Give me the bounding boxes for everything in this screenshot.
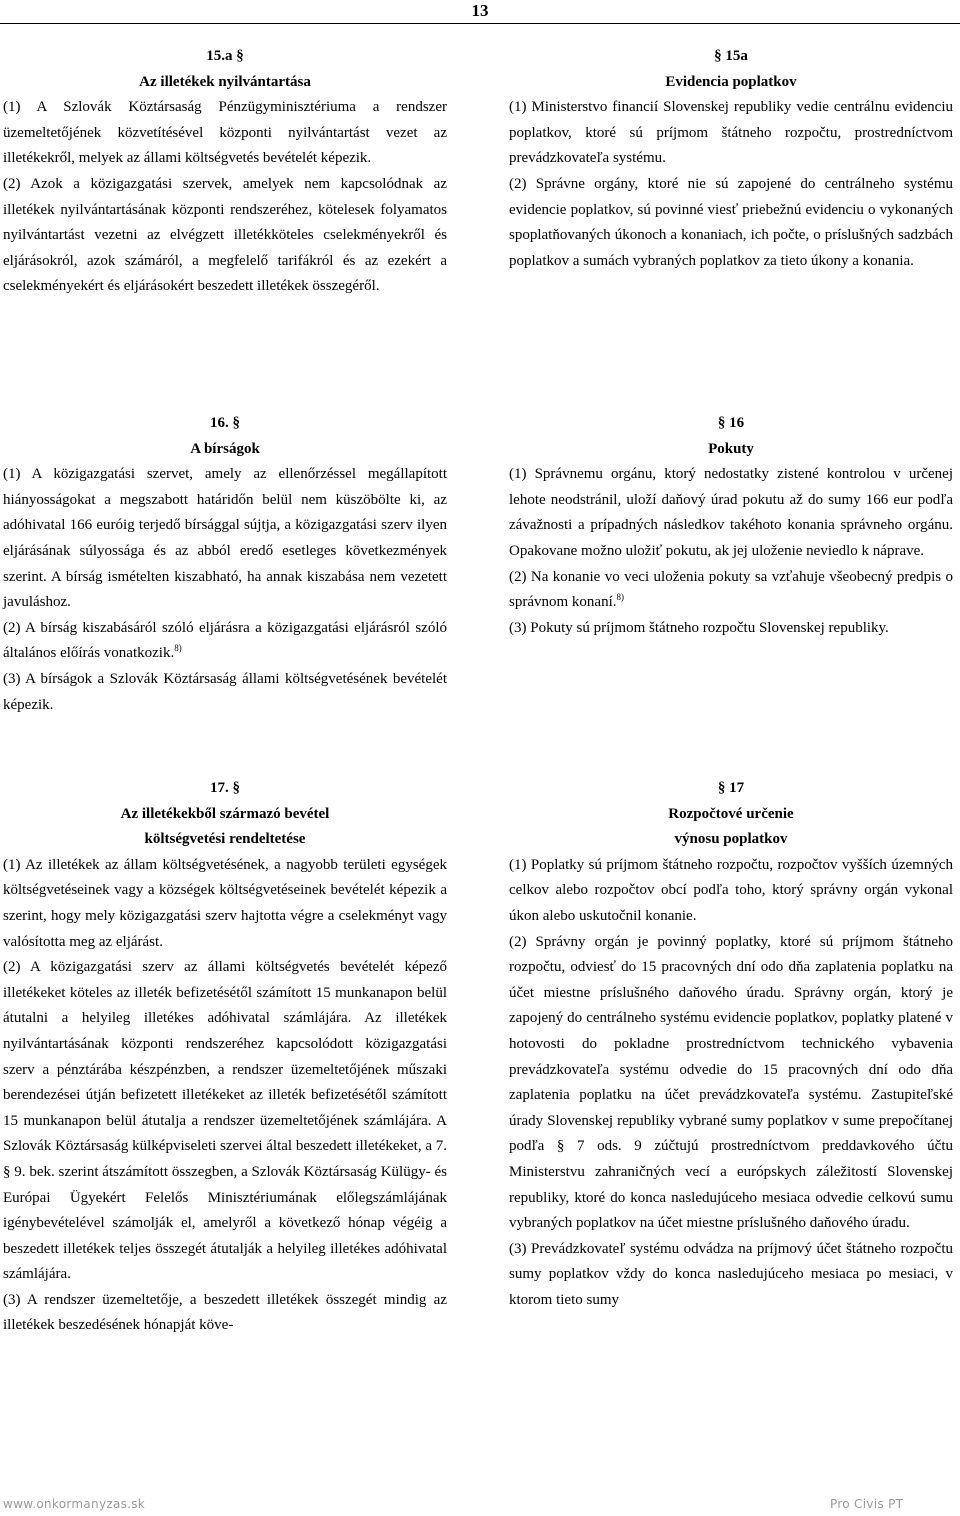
paragraph: (3) Prevádzkovateľ systému odvádza na príjmový účet štátneho rozpočtu sumy poplatkov vždy do konca nasledujúceho mesiaca po mesiaci, v ktorom tieto sumy <box>509 1240 953 1308</box>
section-title: Az illetékek nyilvántartása <box>139 73 311 90</box>
section-title: Pokuty <box>708 440 754 457</box>
paragraph: (1) Az illetékek az állam költségvetésének, a nagyobb területi egységek költségvetéseinek vagy a községek költségvetéseinek bevételét képezik a szerint, hogy mely közigazgatási szerv hajtotta végre a cselekményt vagy valósította meg az eljárást. <box>3 856 447 950</box>
page-number: 13 <box>471 1 489 20</box>
section-heading: § 16 <box>717 415 745 431</box>
paragraph: (1) Správnemu orgánu, ktorý nedostatky zistené kontrolou v určenej lehote neodstránil, uloží daňový úrad pokutu až do sumy 166 eur podľa závažnosti a prípadných následkov takéhoto konania správneho orgánu. Opakovane možno uložiť pokutu, ak jej uloženie neviedlo k náprave. <box>509 466 953 559</box>
section-heading: § 15a <box>714 48 748 64</box>
paragraph <box>3 616 447 667</box>
section-title: Rozpočtové určenie <box>668 805 794 822</box>
section-heading: 15.a § <box>206 48 244 64</box>
paragraph: (1) A Szlovák Köztársaság Pénzügyminisztériuma a rendszer üzemeltetőjének közvetítésével központi nyilvántartást vezet az illetékekről, melyek az állami költségvetés bevételét képezik. <box>3 99 447 167</box>
paragraph: (2) Správne orgány, ktoré nie sú zapojené do centrálneho systému evidencie poplatkov, sú povinné viesť priebežnú evidenciu o vykonaných spoplatňovaných úkonoch a konaniach, ich počte, o príslušných sadzbách poplatkov a sumách vybraných poplatkov za tieto úkony a konania. <box>509 175 953 269</box>
section-heading: 17. § <box>210 780 240 796</box>
paragraph: (2) Správny orgán je povinný poplatky, ktoré sú príjmom štátneho rozpočtu, odviesť do 15 pracovných dní odo dňa zaplatenia poplatku na účet miestne príslušného daňového úradu. Správny orgán, ktorý je zapojený do centrálneho systému evidencie poplatkov, poplatky platené v hotovosti do pokladne prostredníctvom technického vybavenia prevádzkovateľa systému odvedie do 15 pracovných dní odo dňa zaplatenia poplatku na účet prevádzkovateľa systému. Zastupiteľské úrady Slovenskej republiky vybrané sumy poplatkov v sume prepočítanej podľa § 7 ods. 9 zúčtujú prostredníctvom preddavkového účtu Ministerstvu zahraničných vecí a európskych záležitostí Slovenskej republiky, ktoré do konca nasledujúceho mesiaca odvedie celkovú sumu vybraných poplatkov na účet miestne príslušného daňového úradu. <box>509 933 953 1232</box>
section-15a-hungarian <box>3 44 447 300</box>
section-16-slovak <box>509 411 953 641</box>
section-17-hungarian <box>3 776 447 1339</box>
section-title: Az illetékekből származó bevétel <box>120 805 330 822</box>
section-title: költségvetési rendeltetése <box>144 831 306 848</box>
section-title: A bírságok <box>190 440 260 457</box>
header-rule <box>0 23 960 24</box>
paragraph: (2) A közigazgatási szerv az állami költségvetés bevételét képező illetékeket köteles az illeték befizetésétől számított 15 munkanapon belül átutalni a helyileg illetékes adóhivatal számlájára. Az illetékek nyilvántartásának központi rendszeréhez kapcsolódott közigazgatási szerv a pénztárába készpénzben, a rendszer üzemeltetőjének műszaki berendezései útján befizetett illetékeket az illeték befizetésétől számított 15 munkanapon belül átutalja a rendszer üzemeltetőjének számlájára. A Szlovák Köztársaság külképviseleti szervei által beszedett illetékeket, a 7. § 9. bek. szerint átszámított összegben, a Szlovák Köztársaság Külügy- és Európai Ügyekért Felelős Minisztériumának előlegszámlájának igénybevételével számolják el, amelyről a következő hónap végéig a beszedett illetékek teljes összegét átutalják a helyileg illetékes adóhivatal számlájára. <box>3 959 447 1283</box>
paragraph: (3) Pokuty sú príjmom štátneho rozpočtu Slovenskej republiky. <box>509 619 889 636</box>
section-15a-slovak <box>509 44 953 274</box>
paragraph: (1) A közigazgatási szervet, amely az ellenőrzéssel megállapított hiányosságokat a megszabott határidőn belül nem küszöbölte ki, az adóhivatal 166 euróig terjedő bírsággal sújtja, a közigazgatási szerv ilyen eljárásának súlyossága és az abból eredő esetleges következmények szerint. A bírság ismételten kiszabható, ha annak kiszabása nem vezetett javuláshoz. <box>3 466 447 611</box>
section-heading: § 17 <box>717 780 745 796</box>
footnote-ref: 8) <box>174 643 182 654</box>
paragraph: (2) Azok a közigazgatási szervek, amelyek nem kapcsolódnak az illetékek nyilvántartásának központi rendszeréhez, kötelesek folyamatos nyilvántartást vezetni az elvégzett illetékköteles cselekményekről és eljárásokról, azok számáról, a megfelelő tarifákról és az ezekért a cselekményekért és eljárásokért beszedett illetékek összegéről. <box>3 175 447 295</box>
paragraph: (1) Poplatky sú príjmom štátneho rozpočtu, rozpočtov vyšších územných celkov alebo rozpočtov obcí podľa toho, ktorý správny orgán vykonal úkon alebo uskutočnil konanie. <box>509 856 953 924</box>
paragraph-text: (2) A bírság kiszabásáról szóló eljárásra a közigazgatási eljárásról szóló általános előírás vonatkozik. <box>3 619 447 662</box>
section-title: výnosu poplatkov <box>674 831 788 848</box>
section-16-hungarian <box>3 411 447 718</box>
paragraph: (3) A bírságok a Szlovák Köztársaság állami költségvetésének bevételét képezik. <box>3 670 447 713</box>
section-heading: 16. § <box>210 415 240 431</box>
paragraph: (1) Ministerstvo financií Slovenskej republiky vedie centrálnu evidenciu poplatkov, ktoré sú príjmom štátneho rozpočtu, prostredníctvom prevádzkovateľa systému. <box>509 99 953 167</box>
paragraph-text: (2) Na konanie vo veci uloženia pokuty sa vzťahuje všeobecný predpis o správnom konaní. <box>509 568 953 611</box>
footnote-ref: 8) <box>616 592 624 603</box>
section-title: Evidencia poplatkov <box>665 73 797 90</box>
paragraph: (3) A rendszer üzemeltetője, a beszedett illetékek összegét mindig az illetékek beszedésének hónapját köve- <box>3 1291 447 1334</box>
footer-publisher: Pro Civis PT <box>830 1497 904 1511</box>
section-17-slovak <box>509 776 953 1313</box>
paragraph <box>509 565 953 616</box>
footer-website: www.onkormanyzas.sk <box>3 1497 146 1511</box>
